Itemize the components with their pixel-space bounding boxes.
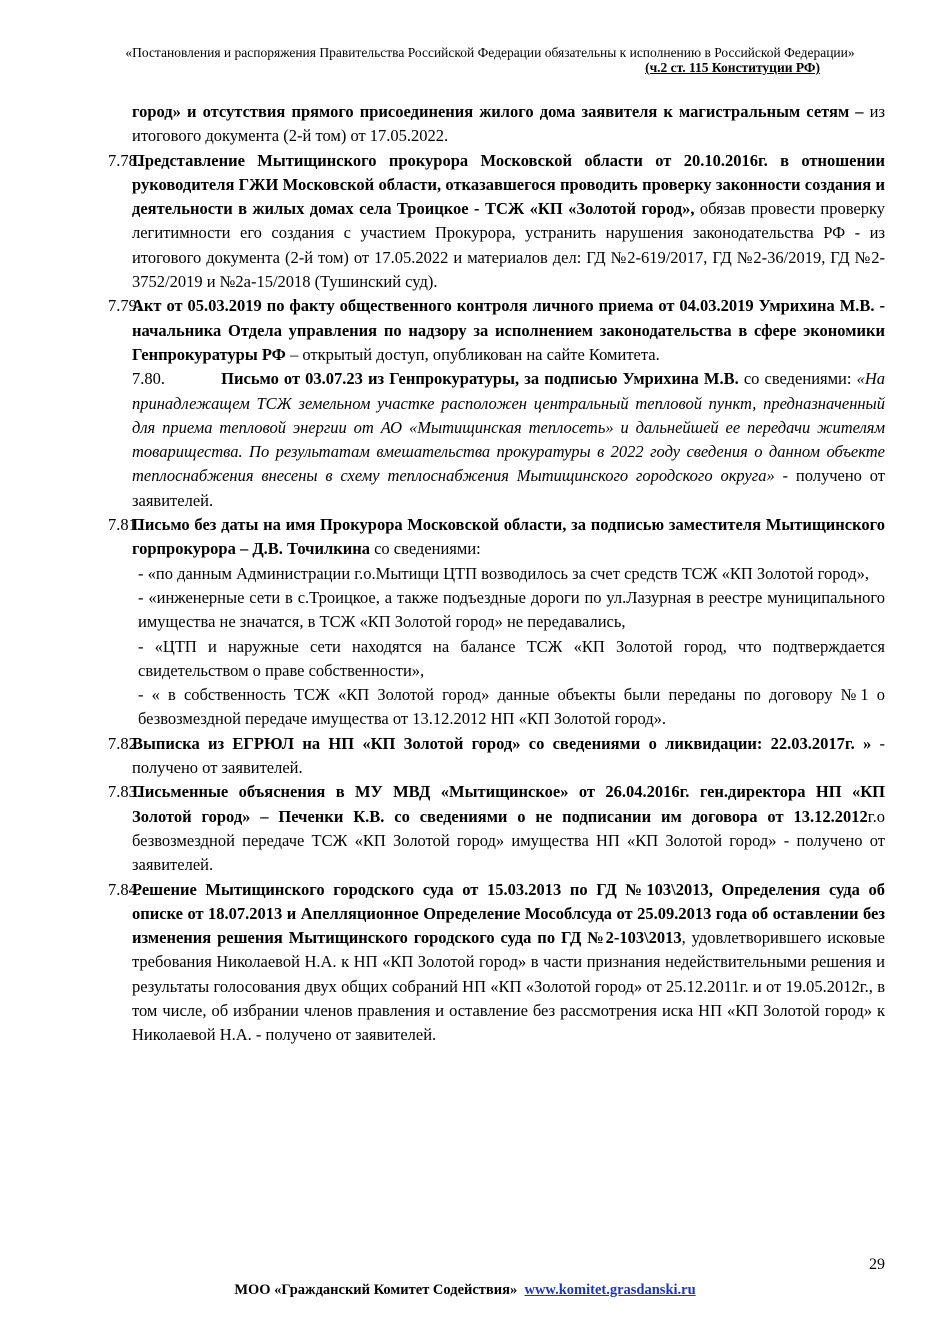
list-item-7-79 <box>108 294 885 367</box>
item-number: 7.84. <box>108 879 141 899</box>
bullet-item: - «ЦТП и наружные сети находятся на балансе ТСЖ «КП Золотой город, что подтверждается свидетельством о праве собственности», <box>138 636 885 680</box>
item-bold: Решение Мытищинского городского суда от 15.03.2013 по ГД №103\2013, Определения суда об описке от 18.07.2013 и Апелляционное Определение Мособлсуда от 25.09.2013 года об оставлении без изменения решения Мытищинского городского суда по ГД №2-103\2013 <box>132 879 885 948</box>
footer-link[interactable]: www.komitet.grasdanski.ru <box>524 1282 696 1298</box>
item-bold: Выписка из ЕГРЮЛ на НП «КП Золотой город» со сведениями о ликвидации: 22.03.2017г. » <box>132 733 872 753</box>
item-number: 7.81. <box>108 515 141 535</box>
item-text: - получено от заявителей. <box>132 733 886 778</box>
item-number: 7.82. <box>108 733 141 753</box>
bullet-item: - «по данным Администрации г.о.Мытищи ЦТП возводилось за счет средств ТСЖ «КП Золотой город», <box>138 563 870 583</box>
item-text: со сведениями: <box>369 539 481 559</box>
item-bold: Письмо от 03.07.23 из Генпрокуратуры, за подписью Умрихина М.В. <box>221 369 739 389</box>
header-quote: «Постановления и распоряжения Правительства Российской Федерации обязательны к исполнению в Российской Федерации» <box>125 45 855 60</box>
item-text: , удовлетворившего исковые требования Николаевой Н.А. к НП «КП Золотой город» в части признания недействительными решения и результаты голосования двух общих собраний НП «КП «Золотой город» от 25.12.2011г. и от 19.05.2012г., в том числе, об избрании членов правления и оставление без рассмотрения иска НП «КП Золотой город» к Николаевой Н.А. - получено от заявителей. <box>132 928 885 1045</box>
item-text: со сведениями: <box>738 369 857 389</box>
item-bold: Представление Мытищинского прокурора Московской области от 20.10.2016г. в отношении руководителя ГЖИ Московской области, отказавшегося проводить проверку законности создания и деятельности в жилых домах села Троицкое - ТСЖ «КП «Золотой город», <box>132 150 885 219</box>
list-item-7-81 <box>108 513 885 562</box>
item-bold: Акт от 05.03.2019 по факту общественного контроля личного приема от 04.03.2019 Умрихина М.В. - начальника Отдела управления по надзору за исполнением законодательства в сфере экономики Генпрокуратуры РФ <box>132 296 885 364</box>
paragraph-continued <box>108 100 885 149</box>
list-item-7-84 <box>108 878 885 1048</box>
item-bold: Письменные объяснения в МУ МВД «Мытищинское» от 26.04.2016г. ген.директора НП «КП Золотой город» – Печенки К.В. со сведениями о не подписании им договора от 13.12.2012 <box>132 782 885 826</box>
continued-text: из итогового документа (2-й том) от 17.05.2022. <box>132 102 885 146</box>
bullet-item: - «инженерные сети в с.Троицкое, а также подъездные дороги по ул.Лазурная в реестре муниципального имущества не значатся, в ТСЖ «КП Золотой город» не передавались, <box>138 587 885 632</box>
item-text-end: - получено от заявителей. <box>132 466 885 510</box>
continued-bold: город» и отсутствия прямого присоединения жилого дома заявителя к магистральным сетям – <box>132 102 864 121</box>
footer-org: МОО «Гражданский Комитет Содействия» <box>234 1282 518 1298</box>
item-text: – открытый доступ, опубликован на сайте Комитета. <box>285 344 660 364</box>
item-number: 7.78. <box>108 150 141 170</box>
list-item-7-82 <box>108 732 885 781</box>
item-text: г.о безвозмездной передаче ТСЖ «КП Золотой город» имущества НП «КП Золотой город» - получено от заявителей. <box>132 806 885 875</box>
page-footer <box>0 1282 930 1299</box>
item-bold: Письмо без даты на имя Прокурора Московской области, за подписью заместителя Мытищинского горпрокурора – Д.В. Точилкина <box>132 515 885 559</box>
header-constitution-ref: (ч.2 ст. 115 Конституции РФ) <box>645 60 820 75</box>
bullet-item: - « в собственность ТСЖ «КП Золотой город» данные объекты были переданы по договору №1 о безвозмездной передаче имущества от 13.12.2012 НП «КП Золотой город». <box>138 685 885 729</box>
page-number: 29 <box>869 1256 885 1273</box>
item-number: 7.79. <box>108 296 141 316</box>
item-quote: «На принадлежащем ТСЖ земельном участке расположен центральный тепловой пункт, предназначенный для приема тепловой энергии от АО «Мытищинская теплосеть» и дальнейшей ее передачи жителям товарищества. По результатам вмешательства прокуратуры в 2022 году сведения о данном объекте теплоснабжения внесены в схему теплоснабжения Мытищинского городского округа» <box>132 369 885 486</box>
list-item-7-83 <box>108 780 885 877</box>
page-header <box>100 44 880 61</box>
item-text: обязав провести проверку легитимности его создания с участием Прокурора, устранить нарушения законодательства РФ - из итогового документа (2-й том) от 17.05.2022 и материалов дел: ГД №2-619/2017, ГД №2-36/2019, ГД №2-3752/2019 и №2а-15/2018 (Тушинский суд). <box>132 199 885 292</box>
document-body <box>108 100 885 1048</box>
list-item-7-78 <box>108 149 885 295</box>
item-number: 7.80. <box>132 369 165 389</box>
list-item-7-80 <box>108 367 885 513</box>
item-number: 7.83. <box>108 782 141 802</box>
